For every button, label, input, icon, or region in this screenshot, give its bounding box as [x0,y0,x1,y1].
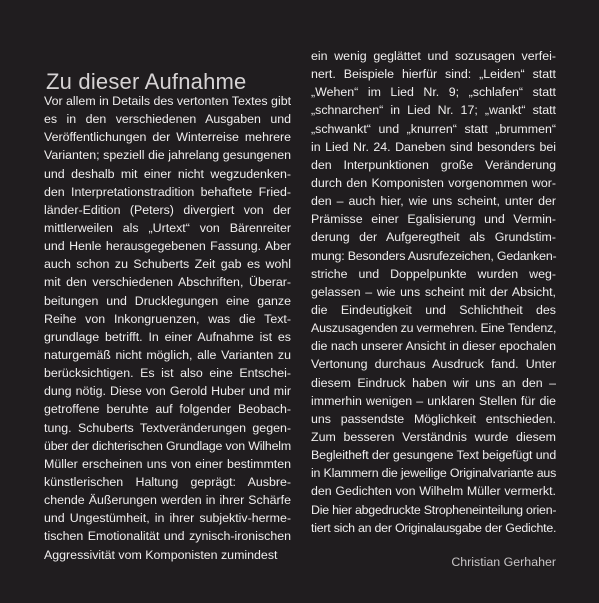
text-line: Aggressivität vom Komponisten zumindest [44,547,278,562]
text-line: grundlage betrifft. In einer Aufnahme ist es [44,329,291,344]
text-line: künstlerischen Haltung geprägt: Ausbre- [44,474,291,489]
text-line: Auszusagenden zu vermehren. Eine Tendenz, [311,321,557,336]
text-line: naturgemäß nicht möglich, alle Varianten zu [44,347,291,362]
text-line: es in den verschiedenen Ausgaben und [44,112,291,127]
text-line: ein wenig geglättet und sozusagen verfei- [311,49,556,63]
text-line: gelassen – wie uns scheint mit der Absicht, [311,284,556,299]
text-line: Vertonung durchaus Ausdruck fand. Unter [311,357,556,372]
text-line: und deshalb mit einer nicht wegzudenken- [44,166,291,181]
text-line: berücksichtigen. Es ist also eine Entschei- [44,366,291,381]
text-line: Zum besseren Verständnis wurde diesem [311,429,556,444]
text-line: „schwankt“ und „knurren“ statt „brummen“ [311,121,556,136]
text-column-right [311,47,556,537]
text-line: und Ungestümheit, in ihrer subjektiv-herme- [44,511,291,526]
text-line: beitungen und Drucklegungen eine ganze [44,293,291,308]
text-line: tung. Schuberts Textveränderungen gegen- [44,420,291,435]
text-line: den Interpunktionen große Veränderung [311,157,556,172]
text-line: Varianten; speziell die jahrelang gesungenen [44,148,291,163]
text-line: Vor allem in Details des vertonten Textes gibt [44,94,292,108]
text-line: „Wehen“ im Lied Nr. 9; „schlafen“ statt [311,85,556,100]
text-line: mit den verschiedenen Abschriften, Überar- [44,275,291,290]
text-line: auch schon zu Schuberts Zeit gab es wohl [44,257,291,272]
text-line: diesem Eindruck haben wir uns an den – [311,375,556,390]
text-column-left [44,92,291,564]
text-line: immerhin wenigen – unklaren Stellen für die [311,393,556,408]
text-line: dung nötig. Diese von Gerold Huber und mir [44,384,291,399]
text-line: die nach unserer Ansicht in dieser epochalen [311,339,556,354]
text-line: und Henle herausgegebenen Fassung. Aber [44,239,291,254]
text-line: die Eindeutigkeit und Schlichtheit des [311,302,556,317]
text-line: derung der Aufgeregtheit als Grundstim- [311,230,556,245]
text-line: Müller erscheinen uns von einer bestimmten [44,456,291,471]
text-line: getroffene beruhte auf folgender Beobach- [44,402,291,417]
text-line: Prämisse einer Egalisierung und Vermin- [311,212,556,227]
page-title: Zu dieser Aufnahme [46,68,247,94]
text-line: den Interpretationstradition behaftete Fried- [44,184,291,199]
text-line: tischen Emotionalität und zynisch-ironischen [44,529,291,544]
text-line: uns passendste Möglichkeit entschieden. [311,411,556,426]
text-line: den – auch hier, wie uns scheint, unter der [311,194,556,209]
text-line: Reihe von Inkongruenzen, was die Text- [44,311,291,326]
text-line: über der dichterischen Grundlage von Wilhelm [44,438,291,453]
text-line: mung: Besonders Ausrufezeichen, Gedanken- [311,248,557,263]
text-line: Begleitheft der gesungene Text beigefügt und [311,448,557,463]
text-line: in Lied Nr. 24. Daneben sind besonders bei [311,139,556,154]
author-signature: Christian Gerhaher [451,555,556,569]
text-line: striche und Doppelpunkte wurden weg- [311,266,556,281]
text-line: Veröffentlichungen der Winterreise mehrere [44,130,291,145]
text-line: länder-Edition (Peters) divergiert von der [44,202,291,217]
text-line: mittlerweilen als „Urtext“ von Bärenreiter [44,220,291,235]
text-line: in Klammern die jeweilige Originalvariante aus [311,466,557,481]
text-line: chende Äußerungen werden in ihrer Schärfe [44,493,291,508]
text-line: tiert sich an der Originalausgabe der Gedichte. [311,520,557,535]
text-line: nert. Beispiele hierfür sind: „Leiden“ statt [311,67,556,82]
text-line: durch den Komponisten vorgenommen wor- [311,175,556,190]
text-line: „schnarchen“ in Lied Nr. 17; „wankt“ statt [311,103,556,118]
text-line: Die hier abgedruckte Stropheneinteilung orien- [311,502,557,517]
text-line: den Gedichten von Wilhelm Müller vermerkt. [311,484,556,499]
